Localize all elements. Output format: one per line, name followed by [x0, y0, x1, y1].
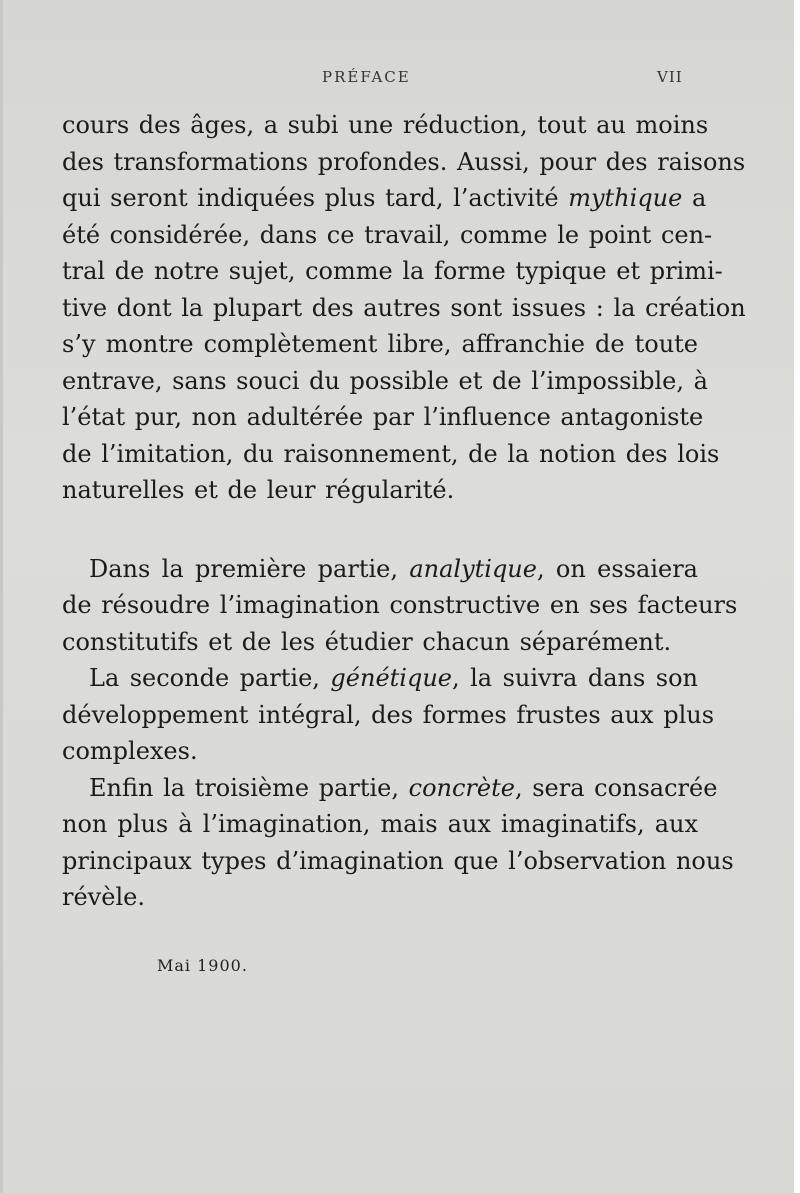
paragraph-gap	[62, 509, 698, 551]
text-line: naturelles et de leur régularité.	[62, 476, 455, 504]
text-line: été considérée, dans ce travail, comme le point cen-	[62, 220, 713, 249]
text-line: de l’imitation, du raisonnement, de la notion des lois	[62, 439, 720, 468]
page-number: VII	[657, 68, 683, 86]
text-line: entrave, sans souci du possible et de l’impossible, à	[62, 366, 708, 395]
text-run: , sera consacrée	[514, 773, 718, 802]
running-head	[0, 68, 800, 92]
text-line	[62, 551, 698, 588]
italic-term: concrète	[408, 773, 515, 802]
text-line: développement intégral, des formes frustes aux plus	[62, 700, 715, 729]
paragraph-2	[62, 551, 738, 661]
page-left-edge	[0, 0, 3, 1193]
italic-term: analytique	[409, 554, 537, 583]
text-line: cours des âges, a subi une réduction, tout au moins	[62, 111, 709, 139]
text-run: Dans la première partie,	[89, 554, 410, 583]
text-line: complexes.	[62, 737, 198, 765]
text-line	[62, 660, 698, 697]
text-line: constitutifs et de les étudier chacun séparément.	[62, 627, 672, 656]
text-line: des transformations profondes. Aussi, pour des raisons	[62, 147, 746, 176]
text-run: , on essaiera	[536, 554, 698, 583]
text-run: Enfin la troisième partie,	[89, 773, 409, 802]
text-run: La seconde partie,	[89, 664, 331, 692]
text-run: qui seront indiquées plus tard, l’activité	[62, 184, 569, 212]
text-line: de résoudre l’imagination constructive en ses facteurs	[62, 591, 738, 619]
text-line: l’état pur, non adultérée par l’influence antagoniste	[62, 403, 704, 431]
text-run: , la suivra dans son	[452, 664, 698, 692]
running-title: PRÉFACE	[322, 68, 411, 86]
italic-term: génétique	[330, 664, 452, 692]
text-line	[62, 770, 718, 807]
text-line: s’y montre complètement libre, affranchie de toute	[62, 330, 698, 358]
text-line: principaux types d’imagination que l’observation nous	[62, 846, 734, 875]
text-run: a	[682, 184, 707, 212]
text-line	[62, 180, 707, 217]
text-line: tive dont la plupart des autres sont issues : la création	[62, 293, 746, 322]
page-right-edge	[794, 0, 800, 1193]
text-line: révèle.	[62, 883, 145, 911]
text-line: non plus à l’imagination, mais aux imaginatifs, aux	[62, 810, 698, 838]
paragraph-1	[62, 107, 746, 509]
italic-term: mythique	[568, 184, 683, 212]
body-text	[62, 107, 746, 916]
paragraph-4	[62, 770, 734, 916]
text-line: tral de notre sujet, comme la forme typique et primi-	[62, 257, 723, 285]
preface-date: Mai 1900.	[157, 956, 248, 975]
paragraph-3	[62, 660, 715, 770]
